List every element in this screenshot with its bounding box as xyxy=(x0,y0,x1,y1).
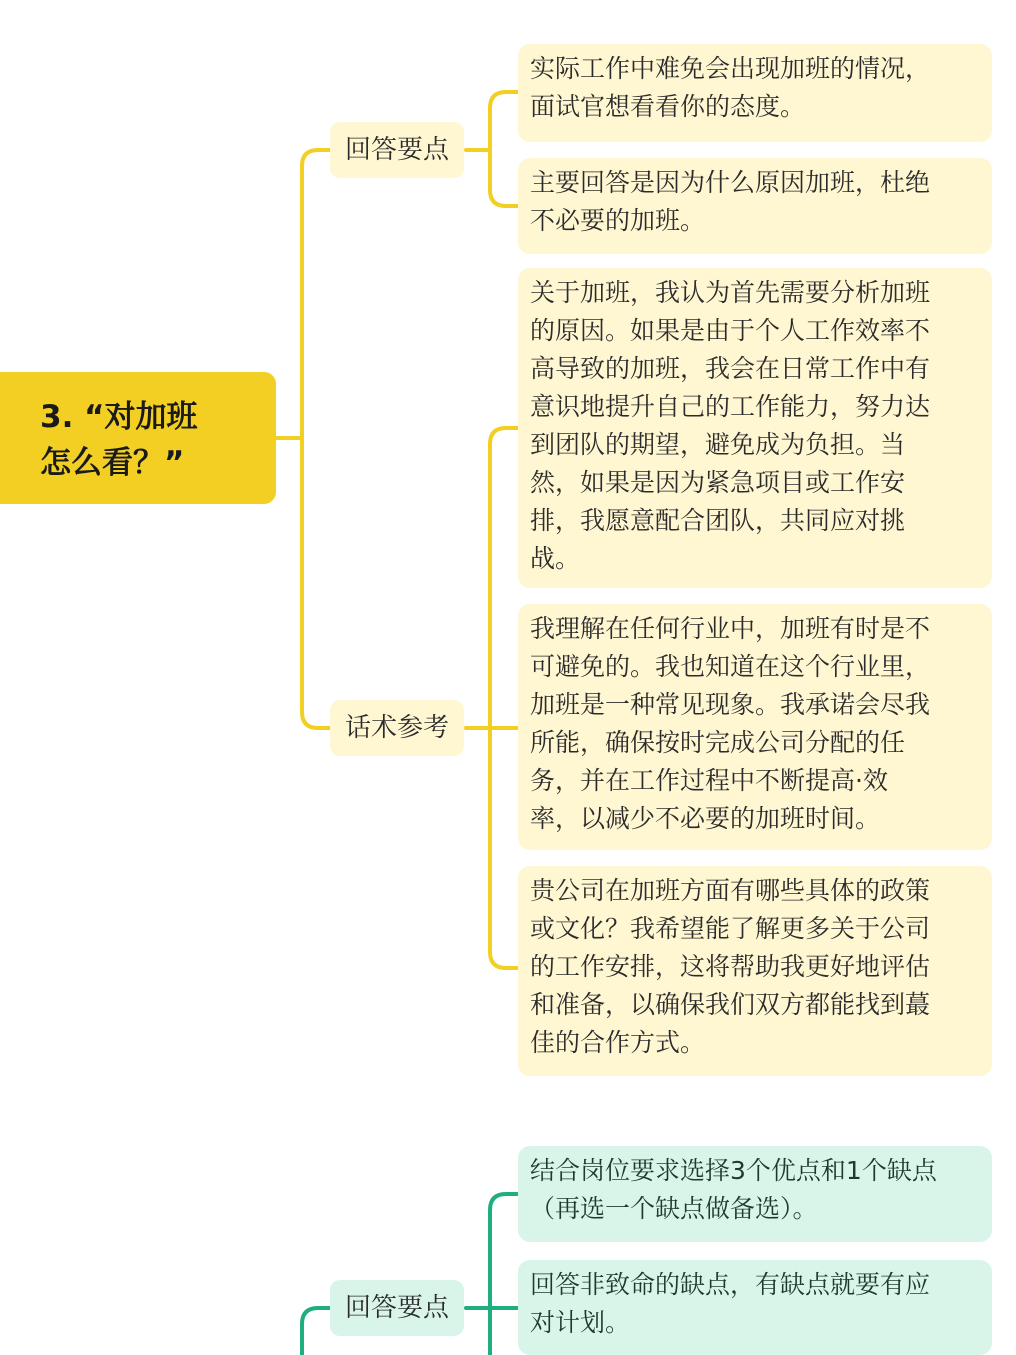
root-topic-overtime[interactable] xyxy=(0,372,276,504)
leaf-text-line: 和准备，以确保我们双方都能找到蕞 xyxy=(530,990,931,1019)
leaf-script-2[interactable] xyxy=(518,604,992,850)
root-topic-line-2: 怎么看？” xyxy=(40,445,185,481)
leaf-text-line: 实际工作中难免会出现加班的情况， xyxy=(530,54,931,83)
branch-answer-points-2[interactable]: 回答要点 xyxy=(330,1280,464,1336)
root-topic-line-1: 3. “对加班 xyxy=(40,399,198,435)
leaf-answer-point-2-1[interactable] xyxy=(518,1146,992,1242)
leaf-text-line: 可避免的。我也知道在这个行业里， xyxy=(530,652,931,681)
leaf-text-line: 关于加班，我认为首先需要分析加班 xyxy=(530,278,931,307)
leaf-answer-point-2[interactable] xyxy=(518,158,992,254)
branch-answer-points[interactable]: 回答要点 xyxy=(330,122,464,178)
leaf-text-line: 结合岗位要求选择3个优点和1个缺点 xyxy=(530,1156,937,1185)
leaf-script-3[interactable] xyxy=(518,866,992,1076)
leaf-text-line: 对计划。 xyxy=(530,1308,631,1337)
leaf-text-line: 的工作安排，这将帮助我更好地评估 xyxy=(530,952,931,981)
leaf-text-line: 所能，确保按时完成公司分配的任 xyxy=(530,728,906,757)
leaf-text-line: 务，并在工作过程中不断提高·效 xyxy=(530,766,888,795)
leaf-text-line: 贵公司在加班方面有哪些具体的政策 xyxy=(530,876,931,905)
leaf-text-line: 加班是一种常见现象。我承诺会尽我 xyxy=(530,690,931,719)
leaf-text-line: 我理解在任何行业中，加班有时是不 xyxy=(530,614,931,643)
leaf-text-line: 排，我愿意配合团队，共同应对挑 xyxy=(530,506,906,535)
leaf-text-line: （再选一个缺点做备选）。 xyxy=(530,1194,818,1223)
leaf-text-line: 到团队的期望，避免成为负担。当 xyxy=(530,430,906,459)
leaf-text-line: 或文化？我希望能了解更多关于公司 xyxy=(530,914,931,943)
leaf-text-line: 的原因。如果是由于个人工作效率不 xyxy=(530,316,931,345)
leaf-text-line: 不必要的加班。 xyxy=(530,206,706,235)
leaf-text-line: 意识地提升自己的工作能力，努力达 xyxy=(530,392,931,421)
leaf-script-1[interactable] xyxy=(518,268,992,588)
leaf-text-line: 战。 xyxy=(530,544,581,573)
leaf-answer-point-2-2[interactable] xyxy=(518,1260,992,1355)
leaf-text-line: 高导致的加班，我会在日常工作中有 xyxy=(530,354,931,383)
leaf-text-line: 主要回答是因为什么原因加班，杜绝 xyxy=(530,168,931,197)
leaf-answer-point-1[interactable] xyxy=(518,44,992,142)
leaf-text-line: 佳的合作方式。 xyxy=(530,1028,706,1057)
leaf-text-line: 率，以减少不必要的加班时间。 xyxy=(530,804,881,833)
leaf-text-line: 面试官想看看你的态度。 xyxy=(530,92,806,121)
branch-script-reference[interactable]: 话术参考 xyxy=(330,700,464,756)
leaf-text-line: 然，如果是因为紧急项目或工作安 xyxy=(530,468,906,497)
leaf-text-line: 回答非致命的缺点，有缺点就要有应 xyxy=(530,1270,931,1299)
